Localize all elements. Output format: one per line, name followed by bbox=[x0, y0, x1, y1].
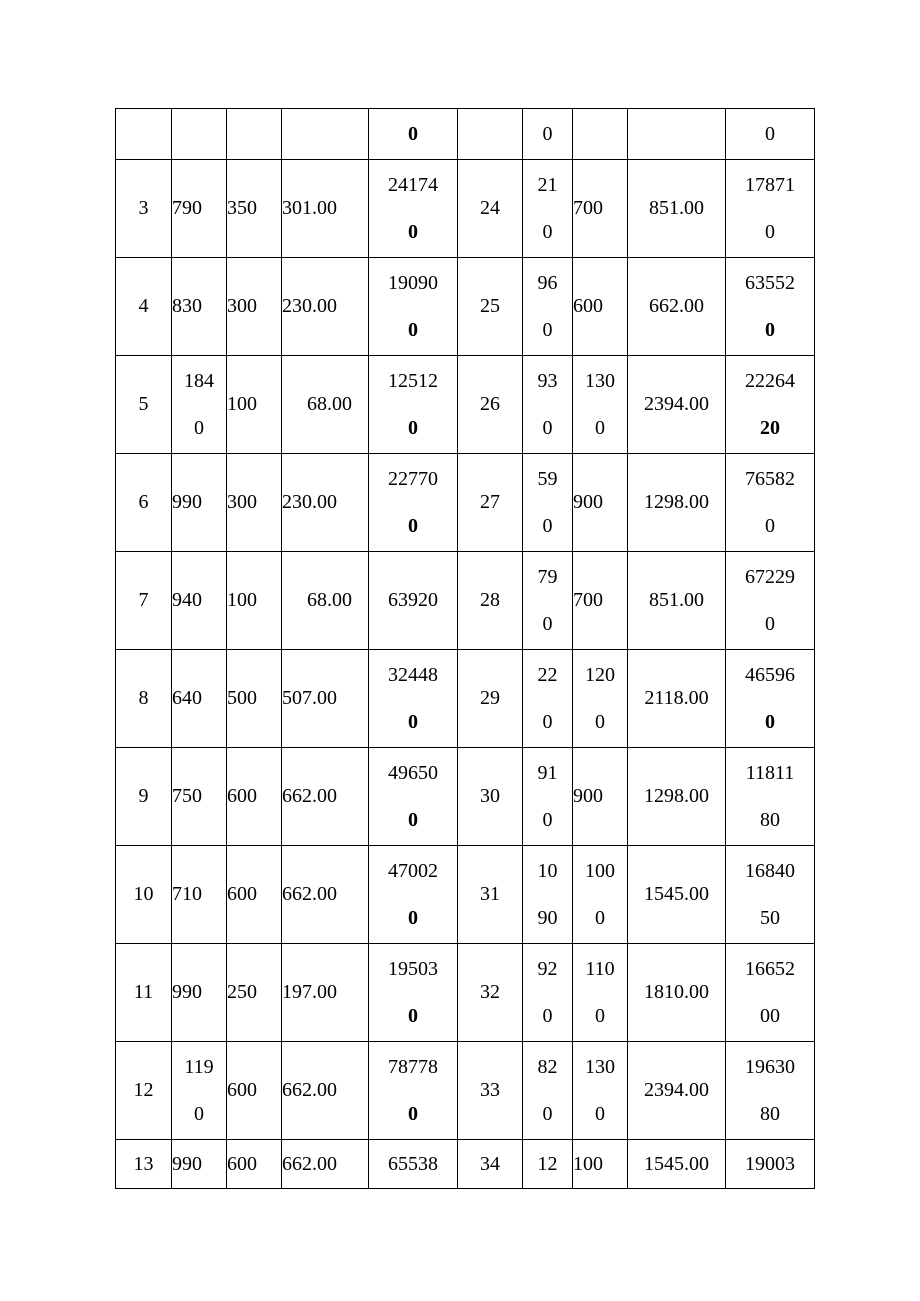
table-cell bbox=[458, 356, 523, 454]
table-cell bbox=[573, 258, 628, 356]
cell-text: 1545.00 bbox=[644, 883, 709, 905]
table-cell bbox=[523, 109, 573, 160]
table-cell bbox=[172, 356, 227, 454]
cell-text-line: 0 bbox=[765, 318, 775, 341]
table-cell bbox=[227, 109, 282, 160]
cell-text: 25 bbox=[480, 295, 500, 317]
table-row bbox=[116, 454, 815, 552]
table-cell bbox=[116, 552, 172, 650]
cell-text: 65538 bbox=[388, 1152, 438, 1175]
cell-text: 990 bbox=[172, 491, 202, 513]
cell-text-line: 0 bbox=[408, 514, 418, 537]
cell-text: 6 bbox=[138, 491, 149, 513]
table-cell bbox=[116, 454, 172, 552]
table-cell bbox=[172, 454, 227, 552]
cell-text-line: 110 bbox=[585, 957, 615, 980]
table-cell bbox=[369, 552, 458, 650]
table-cell bbox=[573, 1042, 628, 1140]
table-cell bbox=[726, 1042, 815, 1140]
cell-text: 3 bbox=[138, 197, 149, 219]
cell-text: 24 bbox=[480, 197, 500, 219]
table-cell bbox=[523, 650, 573, 748]
cell-text: 600 bbox=[227, 1079, 257, 1101]
table-row bbox=[116, 748, 815, 846]
cell-text: 19003 bbox=[745, 1152, 795, 1175]
table-cell bbox=[628, 1140, 726, 1189]
table-cell bbox=[172, 109, 227, 160]
cell-text-line: 22264 bbox=[745, 369, 795, 392]
table-cell bbox=[116, 1140, 172, 1189]
table-cell bbox=[458, 160, 523, 258]
cell-text: 600 bbox=[573, 295, 603, 317]
table-cell bbox=[172, 160, 227, 258]
table-cell bbox=[628, 748, 726, 846]
cell-text: 68.00 bbox=[307, 393, 352, 415]
cell-text-line: 10 bbox=[537, 859, 558, 882]
cell-text: 28 bbox=[480, 589, 500, 611]
table-cell bbox=[227, 650, 282, 748]
cell-text-line: 17871 bbox=[745, 173, 795, 196]
table-cell bbox=[573, 109, 628, 160]
table-cell bbox=[523, 160, 573, 258]
table-row bbox=[116, 1140, 815, 1189]
cell-text: 100 bbox=[227, 393, 257, 415]
cell-text-line: 0 bbox=[542, 318, 553, 341]
table-cell bbox=[116, 109, 172, 160]
table-cell bbox=[172, 1140, 227, 1189]
cell-text-line: 0 bbox=[595, 1004, 605, 1027]
cell-text-line: 92 bbox=[537, 957, 558, 980]
cell-text: 26 bbox=[480, 393, 500, 415]
table-cell bbox=[458, 650, 523, 748]
table-cell bbox=[573, 650, 628, 748]
table-row bbox=[116, 109, 815, 160]
table-cell bbox=[369, 109, 458, 160]
cell-text-line: 0 bbox=[542, 808, 553, 831]
cell-text-line: 0 bbox=[765, 612, 775, 635]
table-cell bbox=[282, 160, 369, 258]
cell-text-line: 63552 bbox=[745, 271, 795, 294]
table-cell bbox=[726, 356, 815, 454]
cell-text: 12 bbox=[537, 1152, 558, 1175]
cell-text: 662.00 bbox=[282, 1079, 337, 1101]
cell-text: 1298.00 bbox=[644, 785, 709, 807]
cell-text: 940 bbox=[172, 589, 202, 611]
table-cell bbox=[573, 846, 628, 944]
cell-text-line: 0 bbox=[542, 710, 553, 733]
table-cell bbox=[573, 160, 628, 258]
cell-text: 32 bbox=[480, 981, 500, 1003]
table-cell bbox=[282, 1042, 369, 1140]
table-cell bbox=[573, 454, 628, 552]
cell-text: 662.00 bbox=[282, 785, 337, 807]
table-cell bbox=[369, 748, 458, 846]
cell-text-line: 59 bbox=[537, 467, 558, 490]
cell-text: 990 bbox=[172, 981, 202, 1003]
table-cell bbox=[172, 748, 227, 846]
cell-text: 250 bbox=[227, 981, 257, 1003]
cell-text: 12 bbox=[133, 1079, 154, 1101]
table-cell bbox=[726, 846, 815, 944]
table-cell bbox=[628, 944, 726, 1042]
cell-text-line: 0 bbox=[542, 416, 553, 439]
cell-text-line: 184 bbox=[184, 369, 214, 392]
cell-text-line: 120 bbox=[585, 663, 615, 686]
table-cell bbox=[282, 109, 369, 160]
table-cell bbox=[573, 944, 628, 1042]
cell-text: 350 bbox=[227, 197, 257, 219]
table-cell bbox=[369, 356, 458, 454]
cell-text: 851.00 bbox=[649, 197, 704, 219]
cell-text-line: 0 bbox=[408, 906, 418, 929]
cell-text: 10 bbox=[133, 883, 154, 905]
cell-text: 300 bbox=[227, 491, 257, 513]
cell-text-line: 0 bbox=[765, 710, 775, 733]
cell-text: 0 bbox=[765, 122, 775, 145]
cell-text: 900 bbox=[573, 785, 603, 807]
cell-text-line: 0 bbox=[408, 1102, 418, 1125]
table-cell bbox=[227, 454, 282, 552]
table-row bbox=[116, 1042, 815, 1140]
table-cell bbox=[172, 258, 227, 356]
cell-text: 63920 bbox=[388, 589, 438, 611]
table-row bbox=[116, 356, 815, 454]
table-cell bbox=[227, 748, 282, 846]
table-cell bbox=[573, 552, 628, 650]
table-cell bbox=[369, 650, 458, 748]
table-cell bbox=[458, 1140, 523, 1189]
table-cell bbox=[116, 846, 172, 944]
table-cell bbox=[628, 109, 726, 160]
table-cell bbox=[628, 258, 726, 356]
table-body bbox=[116, 109, 815, 1189]
cell-text: 8 bbox=[138, 687, 149, 709]
cell-text: 0 bbox=[408, 122, 418, 145]
cell-text: 700 bbox=[573, 197, 603, 219]
cell-text-line: 0 bbox=[542, 1004, 553, 1027]
cell-text-line: 78778 bbox=[388, 1055, 438, 1078]
cell-text: 710 bbox=[172, 883, 202, 905]
table-cell bbox=[227, 160, 282, 258]
table-row bbox=[116, 160, 815, 258]
cell-text: 851.00 bbox=[649, 589, 704, 611]
cell-text-line: 80 bbox=[760, 808, 780, 831]
cell-text: 2118.00 bbox=[644, 687, 709, 709]
table-cell bbox=[282, 552, 369, 650]
cell-text: 1298.00 bbox=[644, 491, 709, 513]
table-cell bbox=[282, 748, 369, 846]
cell-text-line: 12512 bbox=[388, 369, 438, 392]
table-cell bbox=[116, 944, 172, 1042]
cell-text-line: 0 bbox=[595, 1102, 605, 1125]
table-cell bbox=[369, 1140, 458, 1189]
cell-text-line: 46596 bbox=[745, 663, 795, 686]
cell-text-line: 0 bbox=[542, 612, 553, 635]
cell-text: 2394.00 bbox=[644, 1079, 709, 1101]
cell-text: 4 bbox=[138, 295, 149, 317]
cell-text-line: 79 bbox=[537, 565, 558, 588]
table-cell bbox=[282, 846, 369, 944]
cell-text: 33 bbox=[480, 1079, 500, 1101]
table-cell bbox=[523, 1140, 573, 1189]
cell-text: 500 bbox=[227, 687, 257, 709]
table-cell bbox=[726, 552, 815, 650]
cell-text-line: 0 bbox=[408, 808, 418, 831]
cell-text-line: 0 bbox=[194, 1102, 204, 1125]
cell-text-line: 90 bbox=[537, 906, 558, 929]
data-table bbox=[115, 108, 815, 1189]
table-cell bbox=[282, 258, 369, 356]
table-cell bbox=[282, 454, 369, 552]
cell-text: 750 bbox=[172, 785, 202, 807]
cell-text-line: 119 bbox=[184, 1055, 214, 1078]
table-cell bbox=[628, 356, 726, 454]
table-cell bbox=[172, 1042, 227, 1140]
cell-text: 640 bbox=[172, 687, 202, 709]
table-cell bbox=[726, 650, 815, 748]
table-cell bbox=[282, 944, 369, 1042]
cell-text-line: 16840 bbox=[745, 859, 795, 882]
table-cell bbox=[227, 258, 282, 356]
cell-text-line: 96 bbox=[537, 271, 558, 294]
cell-text-line: 0 bbox=[542, 1102, 553, 1125]
cell-text-line: 00 bbox=[760, 1004, 780, 1027]
cell-text: 0 bbox=[542, 122, 553, 145]
cell-text-line: 19503 bbox=[388, 957, 438, 980]
table-cell bbox=[523, 552, 573, 650]
cell-text: 68.00 bbox=[307, 589, 352, 611]
table-cell bbox=[282, 650, 369, 748]
table-cell bbox=[369, 944, 458, 1042]
cell-text: 662.00 bbox=[649, 295, 704, 317]
cell-text-line: 100 bbox=[585, 859, 615, 882]
table-cell bbox=[458, 552, 523, 650]
table-cell bbox=[227, 356, 282, 454]
cell-text: 11 bbox=[133, 981, 154, 1003]
table-cell bbox=[523, 1042, 573, 1140]
table-cell bbox=[523, 846, 573, 944]
cell-text: 9 bbox=[138, 785, 149, 807]
table-cell bbox=[628, 160, 726, 258]
table-cell bbox=[282, 1140, 369, 1189]
cell-text-line: 93 bbox=[537, 369, 558, 392]
table-cell bbox=[573, 356, 628, 454]
cell-text-line: 0 bbox=[542, 220, 553, 243]
table-cell bbox=[227, 846, 282, 944]
cell-text: 34 bbox=[480, 1152, 500, 1175]
cell-text: 30 bbox=[480, 785, 500, 807]
table-cell bbox=[282, 356, 369, 454]
cell-text-line: 0 bbox=[765, 220, 775, 243]
table-cell bbox=[116, 748, 172, 846]
table-cell bbox=[116, 258, 172, 356]
table-cell bbox=[458, 258, 523, 356]
cell-text-line: 0 bbox=[542, 514, 553, 537]
table-cell bbox=[726, 1140, 815, 1189]
cell-text-line: 91 bbox=[537, 761, 558, 784]
cell-text-line: 11811 bbox=[745, 761, 795, 784]
table-cell bbox=[227, 1140, 282, 1189]
table-cell bbox=[369, 160, 458, 258]
cell-text-line: 80 bbox=[760, 1102, 780, 1125]
table-row bbox=[116, 650, 815, 748]
table-cell bbox=[458, 454, 523, 552]
table-cell bbox=[628, 650, 726, 748]
cell-text: 990 bbox=[172, 1152, 202, 1175]
cell-text-line: 20 bbox=[760, 416, 780, 439]
cell-text: 600 bbox=[227, 883, 257, 905]
cell-text-line: 16652 bbox=[745, 957, 795, 980]
cell-text: 197.00 bbox=[282, 981, 337, 1003]
table-cell bbox=[523, 748, 573, 846]
table-cell bbox=[172, 846, 227, 944]
cell-text-line: 47002 bbox=[388, 859, 438, 882]
cell-text-line: 130 bbox=[585, 1055, 615, 1078]
cell-text: 790 bbox=[172, 197, 202, 219]
table-cell bbox=[116, 1042, 172, 1140]
cell-text: 230.00 bbox=[282, 295, 337, 317]
table-cell bbox=[227, 944, 282, 1042]
cell-text-line: 19090 bbox=[388, 271, 438, 294]
table-cell bbox=[458, 109, 523, 160]
cell-text-line: 50 bbox=[760, 906, 780, 929]
cell-text-line: 76582 bbox=[745, 467, 795, 490]
cell-text-line: 0 bbox=[595, 906, 605, 929]
cell-text: 600 bbox=[227, 1152, 257, 1175]
cell-text-line: 19630 bbox=[745, 1055, 795, 1078]
table-cell bbox=[227, 1042, 282, 1140]
table-row bbox=[116, 258, 815, 356]
table-cell bbox=[523, 258, 573, 356]
cell-text: 5 bbox=[138, 393, 149, 415]
table-row bbox=[116, 846, 815, 944]
cell-text: 507.00 bbox=[282, 687, 337, 709]
cell-text-line: 32448 bbox=[388, 663, 438, 686]
cell-text: 7 bbox=[138, 589, 149, 611]
cell-text: 700 bbox=[573, 589, 603, 611]
table-cell bbox=[573, 1140, 628, 1189]
table-cell bbox=[369, 846, 458, 944]
cell-text: 29 bbox=[480, 687, 500, 709]
cell-text-line: 0 bbox=[408, 416, 418, 439]
cell-text: 100 bbox=[227, 589, 257, 611]
cell-text: 13 bbox=[133, 1152, 154, 1175]
table-row bbox=[116, 944, 815, 1042]
cell-text-line: 49650 bbox=[388, 761, 438, 784]
table-cell bbox=[116, 160, 172, 258]
cell-text-line: 22 bbox=[537, 663, 558, 686]
table-cell bbox=[726, 944, 815, 1042]
cell-text: 1810.00 bbox=[644, 981, 709, 1003]
cell-text: 662.00 bbox=[282, 1152, 337, 1175]
table-cell bbox=[726, 258, 815, 356]
cell-text-line: 0 bbox=[408, 710, 418, 733]
table-cell bbox=[628, 552, 726, 650]
table-cell bbox=[116, 650, 172, 748]
cell-text: 300 bbox=[227, 295, 257, 317]
cell-text-line: 0 bbox=[765, 514, 775, 537]
cell-text: 27 bbox=[480, 491, 500, 513]
cell-text-line: 24174 bbox=[388, 173, 438, 196]
cell-text-line: 67229 bbox=[745, 565, 795, 588]
table-cell bbox=[172, 650, 227, 748]
table-cell bbox=[458, 748, 523, 846]
cell-text-line: 130 bbox=[585, 369, 615, 392]
table-cell bbox=[628, 846, 726, 944]
cell-text: 830 bbox=[172, 295, 202, 317]
table-cell bbox=[458, 846, 523, 944]
table-cell bbox=[116, 356, 172, 454]
cell-text: 31 bbox=[480, 883, 500, 905]
cell-text: 2394.00 bbox=[644, 393, 709, 415]
table-cell bbox=[573, 748, 628, 846]
table-cell bbox=[628, 454, 726, 552]
cell-text-line: 0 bbox=[595, 416, 605, 439]
table-cell bbox=[369, 454, 458, 552]
table-cell bbox=[369, 258, 458, 356]
cell-text-line: 0 bbox=[194, 416, 204, 439]
table-cell bbox=[523, 454, 573, 552]
cell-text-line: 0 bbox=[408, 318, 418, 341]
cell-text: 230.00 bbox=[282, 491, 337, 513]
cell-text-line: 21 bbox=[537, 173, 558, 196]
table-cell bbox=[523, 944, 573, 1042]
cell-text: 100 bbox=[573, 1152, 603, 1175]
table-cell bbox=[227, 552, 282, 650]
cell-text: 1545.00 bbox=[644, 1152, 709, 1175]
table-cell bbox=[726, 160, 815, 258]
table-cell bbox=[523, 356, 573, 454]
table-cell bbox=[458, 944, 523, 1042]
cell-text-line: 22770 bbox=[388, 467, 438, 490]
table-cell bbox=[726, 748, 815, 846]
table-cell bbox=[458, 1042, 523, 1140]
cell-text-line: 0 bbox=[408, 1004, 418, 1027]
table-cell bbox=[726, 454, 815, 552]
cell-text: 662.00 bbox=[282, 883, 337, 905]
table-cell bbox=[172, 552, 227, 650]
cell-text-line: 0 bbox=[595, 710, 605, 733]
table-cell bbox=[369, 1042, 458, 1140]
cell-text-line: 82 bbox=[537, 1055, 558, 1078]
table-cell bbox=[628, 1042, 726, 1140]
table-cell bbox=[726, 109, 815, 160]
cell-text: 900 bbox=[573, 491, 603, 513]
table-row bbox=[116, 552, 815, 650]
cell-text: 301.00 bbox=[282, 197, 337, 219]
cell-text-line: 0 bbox=[408, 220, 418, 243]
table-cell bbox=[172, 944, 227, 1042]
cell-text: 600 bbox=[227, 785, 257, 807]
